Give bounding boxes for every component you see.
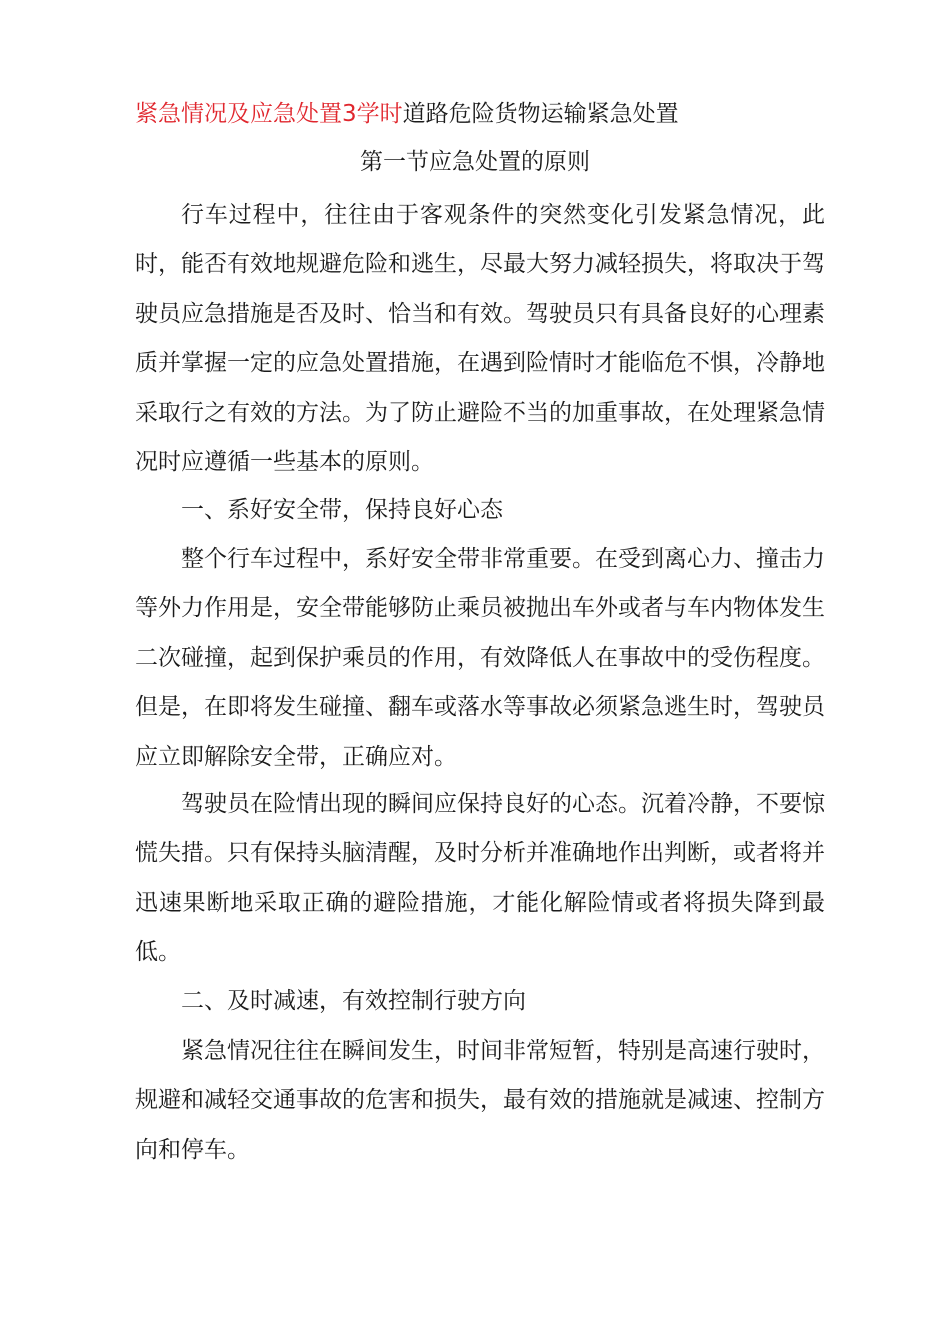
paragraph-intro: 行车过程中，往往由于客观条件的突然变化引发紧急情况，此时，能否有效地规避危险和逃生，尽最大努力减轻损失，将取决于驾驶员应急措施是否及时、恰当和有效。驾驶员只有具备良好的心理素质并掌握一定的应急处置措施，在遇到险情时才能临危不惧，冷静地采取行之有效的方法。为了防止避险不当的加重事故，在处理紧急情况时应遵循一些基本的原则。 — [135, 202, 825, 476]
paragraph-seatbelt: 整个行车过程中，系好安全带非常重要。在受到离心力、撞击力等外力作用是，安全带能够防止乘员被抛出车外或者与车内物体发生二次碰撞，起到保护乘员的作用，有效降低人在事故中的受伤程度。但是，在即将发生碰撞、翻车或落水等事故必须紧急逃生时，驾驶员应立即解除安全带，正确应对。 — [135, 546, 825, 770]
paragraph-mindset: 驾驶员在险情出现的瞬间应保持良好的心态。沉着冷静，不要惊慌失措。只有保持头脑清醒，及时分析并准确地作出判断，或者将并迅速果断地采取正确的避险措施，才能化解险情或者将损失降到最低。 — [135, 791, 825, 966]
title-red-part: 紧急情况及应急处置3学时 — [135, 101, 403, 127]
title-black-part: 道路危险货物运输紧急处置 — [402, 101, 679, 127]
heading-slowdown: 二、及时减速，有效控制行驶方向 — [181, 988, 526, 1014]
document-title — [135, 98, 679, 130]
paragraph-slowdown: 紧急情况往往在瞬间发生，时间非常短暂，特别是高速行驶时，规避和减轻交通事故的危害和损失，最有效的措施就是减速、控制方向和停车。 — [135, 1038, 825, 1163]
section-title: 第一节应急处置的原则 — [360, 149, 590, 175]
heading-seatbelt: 一、系好安全带，保持良好心态 — [181, 497, 503, 523]
